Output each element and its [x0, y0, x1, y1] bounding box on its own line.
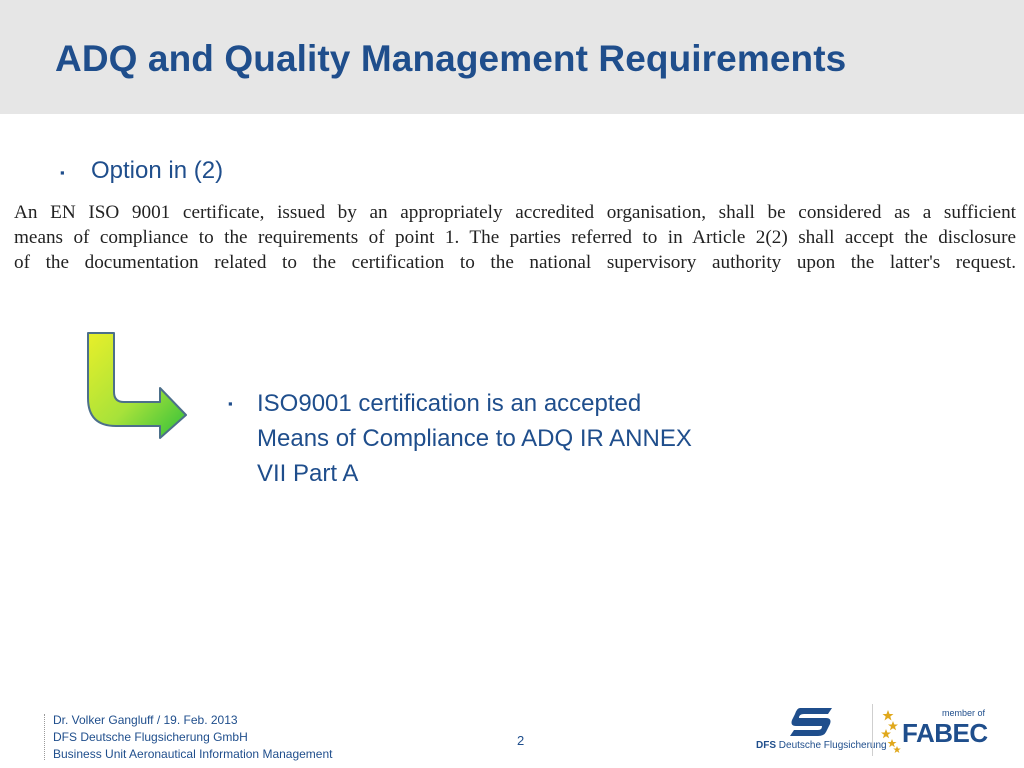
- excerpt-line: means of compliance to the requirements of point 1. The parties referred to in Article 2(2) shall accept the disclosure: [14, 227, 1016, 248]
- footer-unit: Business Unit Aeronautical Information Management: [53, 747, 333, 761]
- conclusion-line: VII Part A: [257, 460, 359, 487]
- bent-arrow-icon: [84, 330, 190, 440]
- dfs-label: [756, 740, 887, 751]
- dfs-abbrev: DFS: [756, 740, 776, 751]
- dfs-logo: [756, 706, 887, 758]
- bullet-option-text: Option in (2): [91, 157, 224, 184]
- conclusion-line: Means of Compliance to ADQ IR ANNEX: [257, 425, 692, 452]
- footer-info: [53, 712, 333, 763]
- footer-author-date: Dr. Volker Gangluff / 19. Feb. 2013: [53, 713, 238, 727]
- regulation-excerpt: [14, 200, 1016, 275]
- bullet-square-icon: ▪: [60, 165, 65, 180]
- title-bar: [0, 0, 1024, 114]
- excerpt-line: An EN ISO 9001 certificate, issued by an appropriately accredited organisation, shall be considered as a sufficient: [14, 202, 1016, 223]
- fabec-logo: [880, 706, 988, 758]
- bullet-option: [60, 157, 223, 185]
- fabec-name: FABEC: [902, 718, 988, 748]
- conclusion-line: ISO9001 certification is an accepted: [257, 390, 642, 417]
- footer-divider: [44, 714, 45, 760]
- dfs-name: Deutsche Flugsicherung: [778, 740, 887, 751]
- fabec-member-label: member of: [942, 708, 986, 718]
- logo-separator: [872, 704, 873, 756]
- slide-title: ADQ and Quality Management Requirements: [55, 38, 847, 79]
- excerpt-line: of the documentation related to the certification to the national supervisory authority upon the latter's request.: [14, 252, 1016, 273]
- bullet-conclusion: [228, 386, 788, 491]
- bullet-square-icon: ▪: [228, 396, 233, 411]
- footer-company: DFS Deutsche Flugsicherung GmbH: [53, 730, 248, 744]
- fabec-stars-icon: [880, 708, 902, 756]
- dfs-swoosh-icon: [786, 706, 836, 738]
- page-number: 2: [517, 733, 525, 748]
